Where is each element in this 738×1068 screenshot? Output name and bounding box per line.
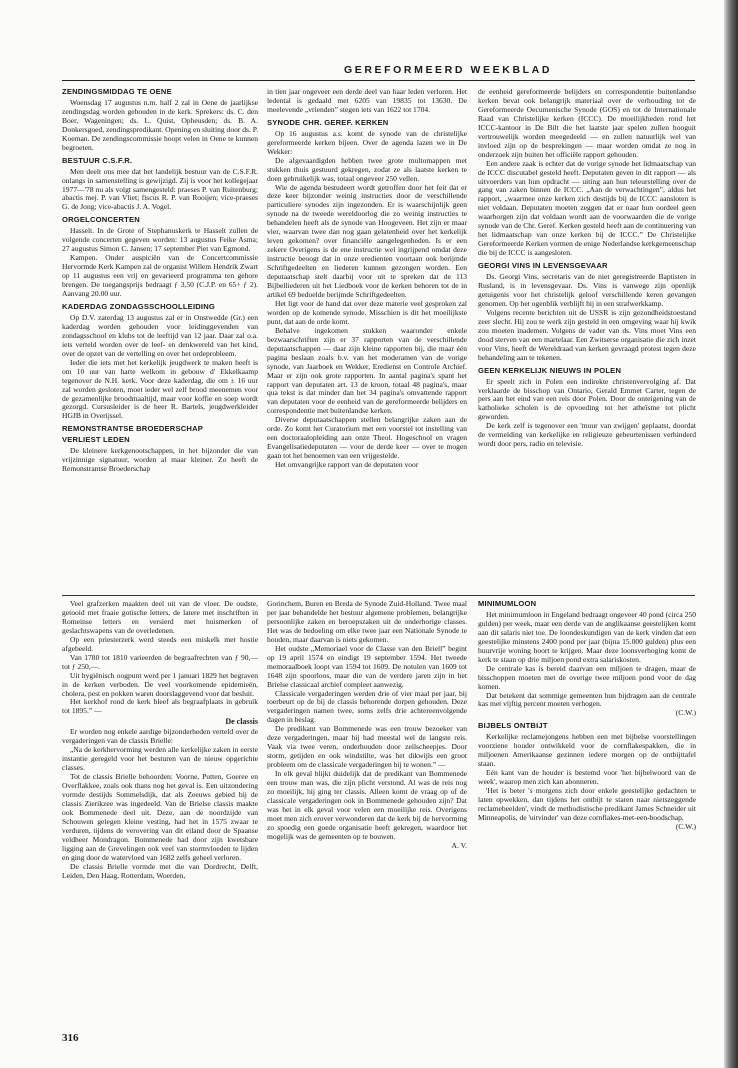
- article-paragraph: Veel grafzerken maakten deel uit van de vloer. De oudste, getooid met fraaie gotische letters, de latere met inschriften in Romeinse letters en versierd met huismerken of geslachtswapens van de overledenen.: [62, 599, 258, 635]
- subheading-verliest-leden: VERLIEST LEDEN: [62, 435, 130, 445]
- scan-shadow-edge: [724, 0, 738, 1068]
- heading-remonstrantse: REMONSTRANTSE BROEDERSCHAP: [62, 424, 204, 434]
- article-paragraph: Uit hygiënisch oogpunt werd per 1 januari 1829 het begraven in de kerken verboden. De veel voorkomende epidemieën, cholera, pest en pokken waren doorslaggevend voor dat besluit.: [62, 670, 258, 698]
- subtitle-de-classis: De classis: [225, 717, 258, 727]
- article-paragraph: Eén kant van de houder is bestemd voor 'het bijbelwoord van de week', waarop men zich kan abonneren.: [478, 768, 696, 787]
- article-paragraph: „Na de kerkhervorming werden alle kerkelijke zaken in eerste instantie geregeld voor het besturen van de nieuw opgerichte classes.: [62, 745, 258, 773]
- article-paragraph: Woensdag 17 augustus n.m. half 2 zal in Oene de jaarlijkse zendingsdag worden gehouden in de kerk. Sprekers: ds. C. den Boer, Wageningen; ds. L. Quist, Opheusden; ds. B. A. Donkersgoed, zendingspredikant. Opening en sluiting door ds. P. Koeman. De zendingscommissie hoopt velen in Oene te kunnen begroeten.: [62, 97, 258, 152]
- article-paragraph: Men deelt ons mee dat het landelijk bestuur van de C.S.F.R. onlangs in samenstelling is gewijzigd. Zij is voor het kollegejaar 1977—'78 nu als volgt samengesteld: praeses P. van Ruitenburg; abactis mej. P. van Vliet; fiscus R. P. van Rooijen; vice-praeses G. de Jong; vice-abactis J. A. Vogel.: [62, 166, 258, 212]
- section-rule: [62, 595, 695, 596]
- article-continuation: in tien jaar ongeveer een derde deel van haar leden verloren. Het ledental is gedaald met 6205 van 19835 tot 13630. De meelevende „vrienden” stegen iets van 1622 tot 1704.: [267, 87, 467, 114]
- article-paragraph: Dat betekent dat sommige gemeenten hun bijdragen aan de centrale kas met vijftig percent moeten verhogen.: [478, 690, 696, 709]
- article-paragraph: Op D.V. zaterdag 13 augustus zal er in Onstwedde (Gr.) een kaderdag worden gehouden voor leidinggevenden van zondagsschool en klubs tot de leeftijd van 12 jaar. Daar zal o.a. iets verteld worden over de leef- en denkwereld van het kind, over de opzet van de vertelling en over het ordeprobleem.: [62, 312, 258, 358]
- article-paragraph: Hasselt. In de Grote of Stephanuskerk te Hasselt zullen de volgende concerten gegeven worden: 13 augustus Feike Asma; 27 augustus Simon C. Jansen; 17 september Piet van Egmond.: [62, 226, 258, 254]
- article-paragraph: Classicale vergaderingen werden drie of vier maal per jaar, bij toerbeurt op de bij de classis behorende dorpen gehouden. Deze vergaderingen namen twee, soms zelfs drie achtereenvolgende dagen in beslag.: [267, 688, 467, 725]
- article-paragraph: Ieder die iets met het kerkelijk jeugdwerk te maken heeft is om 10 uur van harte welkom in gebouw d' Ekkelkaamp tegenover de N.H. kerk. Voor deze kaderdag, die om ± 16 uur zal worden gesloten, moet ieder wel zelf brood meenemen voor de gezamenlijke broodmaaltijd, maar voor koffie en soep wordt gezorgd. Cursusleider is de heer R. Bartels, jeugdwerkleider HGJB in Overijssel.: [62, 357, 258, 421]
- heading-bestuur-csfr: BESTUUR C.S.F.R.: [62, 155, 133, 165]
- top-column-3: [478, 88, 696, 449]
- heading-synode: SYNODE CHR. GEREF. KERKEN: [267, 117, 389, 127]
- heading-minimumloon: MINIMUMLOON: [478, 599, 537, 608]
- masthead: GEREFORMEERD WEEKBLAD: [343, 64, 553, 76]
- article-paragraph: Tot de classis Brielle behoorden: Voorne, Putten, Goeree en Overflakkee, zoals ook thans nog het geval is. Een uitzondering vormde destijds Sommelsdijk, dat als Zeeuws gebied bij de classis Zierikzee was ingedeeld. Van de Brielse classis maakte ook Bommenede deel uit. Deze, aan de noordzijde van Schouwen gelegen kleine vesting, had het in 1575 zwaar te verduren, tijdens de verovering van dit eiland door de Spaanse veldheer Mondragon. Bommenede had door zijn kwetsbare ligging aan de Grevelingen ook veel van stormvloeden te lijden en ging door de watervloed van 1682 zelfs geheel verloren.: [62, 772, 258, 862]
- top-column-1: [62, 88, 258, 474]
- article-paragraph: Een andere zaak is echter dat de vorige synode het lidmaatschap van de ICCC discutabel gesteld heeft. Deputaten geven in dit rapport — als uitvoerders van hun opdracht — uiting aan hun teleurstelling over de gang van zaken binnen de ICCC. „Aan de verwachtingen”, aldus het rapport, „waarmee onze kerken zich destijds bij de ICCC aansloten is niet voldaan. Deputaten moeten zeggen dat er naar hun oordeel geen waarborgen zijn dat voldaan wordt aan de voorwaarden die de vorige synode van de Chr. Geref. Kerken gesteld heeft aan de continuering van het lidmaatschap van onze kerken bij de ICCC.” De Christelijke Gereformeerde Kerken vormen de enige Nederlandse kerkgemeenschap die bij de ICCC is aangesloten.: [478, 158, 696, 258]
- article-paragraph: Op een priesterzerk werd steeds een miskelk met hostie afgebeeld.: [62, 634, 258, 653]
- article-paragraph: De afgevaardigden hebben twee grote multomappen met stukken thuis gestuurd gekregen, zodat ze als laatste kerken te doen gebruikelijk was, totaal ongeveer 250 vellen.: [267, 155, 467, 183]
- bottom-column-2: [267, 600, 467, 851]
- article-paragraph: Er speelt zich in Polen een indirekte christenvervolging af. Dat verklaarde de bisschop van Ontario, Gerald Emmet Carter, tegen de pers aan het eind van een reis door Polen. Door de onteigening van de katholieke scholen is de opvoeding tot het atheïsme tot plicht geworden.: [478, 376, 696, 422]
- article-paragraph: De kerk zelf is tegenover een 'muur van zwijgen' geplaatst, doordat de vermelding van kerkelijke en religieuze gebeurtenissen verhinderd wordt door pers, radio en televisie.: [478, 421, 696, 449]
- author-signature: (C.W.): [675, 708, 696, 718]
- article-paragraph: Op 16 augustus a.s. komt de synode van de christelijke gereformeerde kerken bijeen. Over de agenda lazen we in De Wekker:: [267, 128, 467, 156]
- heading-zendingsmiddag: ZENDINGSMIDDAG TE OENE: [62, 87, 172, 96]
- heading-bijbels-ontbijt: BIJBELS ONTBIJT: [478, 721, 548, 731]
- article-paragraph: Het ligt voor de hand dat over deze materie veel gesproken zal worden op de komende synode. Misschien is dit het moeilijkste punt, dat aan de orde komt.: [267, 298, 467, 326]
- article-paragraph: Ds. Georgi Vins, secretaris van de niet geregistreerde Baptisten in Rusland, is in levensgevaar. Ds. Vins is vanwege zijn openlijk getuigenis voor het christelijk geloof verschillende keren gevangen genomen. Op het ogenblik verblijft hij in een strafwerkkamp.: [478, 272, 696, 308]
- article-paragraph: Gorinchem, Buren en Breda de Synode Zuid-Holland. Twee maal per jaar behandelde het bestuur algemene problemen, belangrijke persoonlijke zaken en beroepszaken uit de onderhorige classes. Het was de bedoeling om elke twee jaar een Nationale Synode te houden, maar daarvan is niets gekomen.: [267, 599, 467, 644]
- article-paragraph: In elk geval blijkt duidelijk dat de predikant van Bommenede een trouw man was, die zijn plicht verstond. Al was de reis nog zo moeilijk, hij ging ter classis. Alleen komt de vraag op of de classicale vergaderingen ook in Bommenede gehouden zijn? Dat was het in elk geval voor velen een moeilijke reis. Overigens moet men zich erover verwonderen dat de kerk bij de hervorming zo spoedig een goede organisatie heeft gekregen, waardoor het mogelijk was de gemeenten op te bouwen.: [267, 769, 467, 841]
- article-paragraph: Volgens recente berichten uit de USSR is zijn gezondheidstoestand zeer slecht. Hij zou te werk zijn gesteld in een omgeving waar hij kwik zou moeten inademen. Volgens de vader van ds. Vins moet Vins een dood sterven van een martelaar. Een Zwitserse organisatie die zich inzet voor Vins, heeft de Wereldraad van kerken gevraagd protest tegen deze behandeling aan te tekenen.: [478, 307, 696, 362]
- author-signature: A. V.: [451, 840, 467, 850]
- heading-orgelconcerten: ORGELCONCERTEN: [62, 215, 140, 225]
- article-paragraph: De centrale kas is bereid daarvan een miljoen te dragen, maar de bisschoppen moeten met de overige twee miljoen pond voor de dag komen.: [478, 663, 696, 691]
- article-paragraph: Van 1780 tot 1810 varieerden de begraafrechten van ƒ 90,— tot ƒ 250,—.: [62, 652, 258, 671]
- article-paragraph: Kampen. Onder auspiciën van de Concertcommissie Hervormde Kerk Kampen zal de organist Willem Hendrik Zwart op 11 augustus een vrij en gevarieerd programma ten gehore brengen. De toegangsprijs bedraagt ƒ 3,50 (C.J.P. en 65+ ƒ 2). Aanvang 20.00 uur.: [62, 253, 258, 299]
- article-paragraph: Het minimumloon in Engeland bedraagt ongeveer 40 pond (circa 250 gulden) per week, maar een derde van de anglikaanse geestelijken komt aan dit salaris niet toe. De loondeskundigen van de kerk vinden dat een geestelijke minstens 2400 pond per jaar (bijna 15.000 gulden) plus een huurvrije woning hoort te krijgen. Maar deze loonsverhoging komt de kerk te staan op drie miljoen pond extra salariskosten.: [478, 609, 696, 664]
- article-paragraph: Behalve ingekomen stukken waaronder enkele bezwaarschriften zijn er 37 rapporten van de verschillende deputaatschappen — daar zijn kleine rapporten bij, die maar één pagina beslaan zoals b.v. van het moderamen van de vorige synode, van Jaarboek en Wekker, Eredienst en Controle Archief. Maar er zijn ook grote rapporten. In aantal pagina's spant het rapport van deputaten art. 13 de kroon, totaal 48 pagina's, maar qua tekst is dat minder dan het 34 pagina's omvattende rapport van deputaten voor de eenheid van de gereformeerde belijders en correspondentie met buitenlandse kerken.: [267, 325, 467, 416]
- heading-kaderdag: KADERDAG ZONDAGSSCHOOLLEIDING: [62, 301, 216, 311]
- article-paragraph: Er worden nog enkele aardige bijzonderheden verteld over de vergaderingen van de classis Brielle:: [62, 727, 258, 746]
- article-paragraph: De classis Brielle vormde met die van Dordrecht, Delft, Leiden, Den Haag, Rotterdam, Woerden,: [62, 861, 258, 880]
- page-number: 316: [62, 1032, 79, 1044]
- bottom-column-1: [62, 600, 258, 881]
- article-paragraph: Het kerkhof rond de kerk bleef als begraafplaats in gebruik tot 1895.” —: [62, 697, 258, 716]
- top-column-2: [267, 88, 467, 470]
- article-paragraph: Wie de agenda bestudeert wordt getroffen door het feit dat er deze keer bijzonder weinig instructies door de verschillende particuliere synodes zijn ingezonden. Er is waarschijnlijk geen synode na de tweede wereldoorlog die zo weinig instructies te behandelen heeft als de synode van Hoogeveen. Het zijn er maar vier, waarvan twee dan nog gaan gelatenheid over het kerkelijk leven gekomen? over financiële aangelegenheden. Is er een zekere Overigens is de ene instructie wel ingrijpend omdat deze instructie beoogt dat in onze eredienten voortaan ook berijmde Schriftgedeelten en liederen kunnen gezongen worden. Een deputaatschap stelt daarbij voor uit te spreken dat de 113 Bijbelliederen uit het Liedboek voor de kerken behoren tot de in artikel 69 bedoelde berijmde Schriftgedeelten.: [267, 182, 467, 299]
- article-continuation: de eenheid gereformeerde belijders en correspondentie buitenlandse kerken bevat ook belangrijk materiaal over de verhouding tot de Gereformeerde Oecumenische Synode (GOS) en tot de Internationale Raad van Christelijke kerken (ICCC). De moeilijkheden rond het ICCC-kantoor in De Bilt die het laatste jaar spelen zullen hooguit vertrouwelijk worden meegedeeld — en zullen natuurlijk wel van invloed zijn op de besprekingen — maar worden omdat ze nog in onderzoek zijn buiten het officiële rapport gehouden.: [478, 87, 696, 159]
- heading-georgi-vins: GEORGI VINS IN LEVENSGEVAAR: [478, 261, 608, 271]
- article-paragraph: De kleinere kerkgenootschappen, in het bijzonder die van vrijzinnige signatuur, worden al maar kleiner. Zo heeft de Remonstrantse Broederschap: [62, 446, 258, 474]
- article-paragraph: Diverse deputaatschappen stellen belangrijke zaken aan de orde. Zo komt het Curatorium met een voorstel tot instelling van een doctoraalopleiding aan onze Theol. Hogeschool en vragen Evangelisatiedeputaten — voor de derde keer — over te mogen gaan tot het benoemen van een vrijgestelde.: [267, 415, 467, 461]
- article-paragraph: 'Het is beter 's morgens zich door enkele geestelijke gedachten te laten opwekken, dan tijdens het ontbijt te staren naar nietszeggende reclamebeelden', vindt de methodistische predikant James Schneider uit Minneapolis, de 'uitvinder' van deze cornflakes-met-een-boodschap.: [478, 786, 696, 822]
- article-paragraph: De predikant van Bommenede was een trouw bezoeker van deze vergaderingen, maar hij had meestal wel de langste reis. Vaak via twee veren, onderhouden door zeilscheepjes. Door storm, getijden en ook windstilte, was het dikwijls een groot probleem om de classicale vergaderingen bij te wonen.” —: [267, 724, 467, 770]
- heading-polen: GEEN KERKELIJK NIEUWS IN POLEN: [478, 365, 622, 375]
- masthead-rule: [62, 80, 695, 81]
- article-paragraph: Het omvangrijke rapport van de deputaten voor: [275, 460, 419, 470]
- author-signature: (C.W.): [675, 821, 696, 831]
- bottom-column-3: [478, 600, 696, 832]
- article-paragraph: Het oudste „Memoriael voor de Classe van den Briell” begint op 19 april 1574 en eindigt 19 september 1594. Het tweede memoraalboek loopt van 1594 tot 1609. De notulen van 1609 tot 1648 zijn spoorloos, maar die van de verdere jaren zijn in het Brielse classicaal archief compleet aanwezig.: [267, 643, 467, 689]
- article-paragraph: Kerkelijke reclamejongens hebben een met bijbelse voorstellingen voorziene houder ontwikkeld voor de cornflakespakken, die in miljoenen Amerikaanse gezinnen iedere morgen op de ontbijttafel staan.: [478, 732, 696, 769]
